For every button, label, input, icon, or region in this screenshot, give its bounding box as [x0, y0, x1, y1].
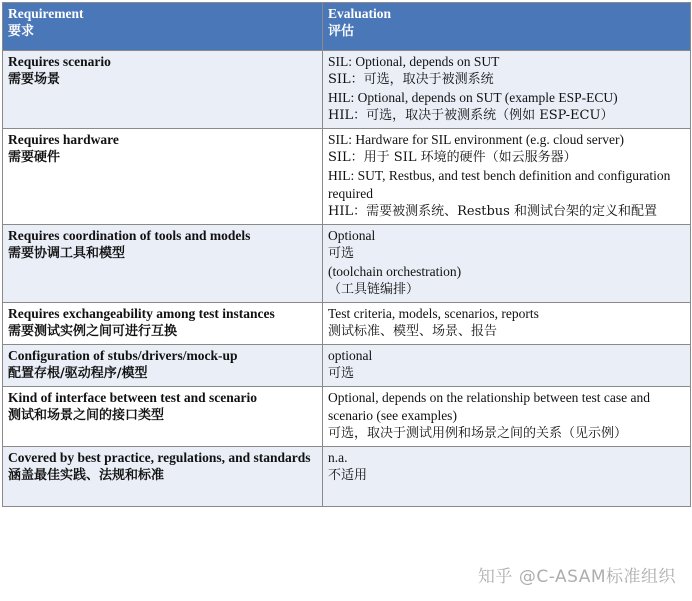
table-row: [3, 345, 691, 387]
requirement-en: Requires coordination of tools and models: [8, 228, 251, 243]
table-row: [3, 225, 691, 303]
requirement-cell: [3, 303, 323, 345]
requirement-cell: [3, 345, 323, 387]
table-row: [3, 129, 691, 225]
evaluation-line: SIL：用于 SIL 环境的硬件（如云服务器）: [328, 150, 577, 165]
evaluation-line: （工具链编排）: [328, 282, 420, 297]
evaluation-line: Test criteria, models, scenarios, reports: [328, 306, 539, 321]
header-evaluation-zh: 评估: [328, 24, 355, 39]
requirement-en: Requires exchangeability among test instances: [8, 306, 275, 321]
requirement-zh: 需要测试实例之间可进行互换: [8, 324, 178, 339]
evaluation-line: 测试标准、模型、场景、报告: [328, 324, 498, 339]
header-requirement-zh: 要求: [8, 24, 35, 39]
requirement-zh: 测试和场景之间的接口类型: [8, 408, 165, 423]
requirement-en: Requires hardware: [8, 132, 119, 147]
evaluation-cell: [323, 387, 691, 447]
requirements-table: [2, 2, 691, 507]
requirement-zh: 需要协调工具和模型: [8, 246, 126, 261]
table-header-row: [3, 3, 691, 51]
evaluation-line: n.a.: [328, 450, 348, 465]
evaluation-cell: [323, 51, 691, 129]
requirement-zh: 需要场景: [8, 72, 61, 87]
table-row: [3, 303, 691, 345]
requirement-cell: [3, 51, 323, 129]
requirement-cell: [3, 387, 323, 447]
evaluation-cell: [323, 225, 691, 303]
watermark: 知乎 @C-ASAM标准组织: [477, 567, 676, 587]
header-evaluation-en: Evaluation: [328, 6, 392, 21]
evaluation-line: 可选: [328, 366, 355, 381]
requirement-en: Covered by best practice, regulations, and standards: [8, 450, 311, 465]
evaluation-line: HIL：需要被测系统、Restbus 和测试台架的定义和配置: [328, 204, 657, 219]
table-row: [3, 447, 691, 507]
requirement-en: Requires scenario: [8, 54, 111, 69]
evaluation-line: Optional: [328, 228, 376, 243]
evaluation-line: 可选: [328, 246, 355, 261]
evaluation-line: Optional, depends on the relationship between test case and scenario (see examples): [328, 390, 651, 423]
requirement-cell: [3, 225, 323, 303]
header-requirement: [3, 3, 323, 51]
requirement-cell: [3, 447, 323, 507]
evaluation-line: SIL: Optional, depends on SUT: [328, 54, 500, 69]
evaluation-line: 可选，取决于测试用例和场景之间的关系（见示例）: [328, 426, 628, 441]
table-row: [3, 387, 691, 447]
evaluation-line: (toolchain orchestration): [328, 264, 462, 279]
requirement-zh: 配置存根/驱动程序/模型: [8, 366, 148, 381]
evaluation-line: optional: [328, 348, 373, 363]
header-evaluation: [323, 3, 691, 51]
evaluation-cell: [323, 303, 691, 345]
evaluation-cell: [323, 129, 691, 225]
requirement-en: Kind of interface between test and scenario: [8, 390, 257, 405]
requirement-zh: 涵盖最佳实践、法规和标准: [8, 468, 165, 483]
requirement-cell: [3, 129, 323, 225]
evaluation-line: SIL: Hardware for SIL environment (e.g. cloud server): [328, 132, 625, 147]
requirement-en: Configuration of stubs/drivers/mock-up: [8, 348, 238, 363]
requirement-zh: 需要硬件: [8, 150, 61, 165]
evaluation-line: SIL：可选，取决于被测系统: [328, 72, 494, 87]
table-row: [3, 51, 691, 129]
evaluation-line: HIL: Optional, depends on SUT (example ESP-ECU): [328, 90, 618, 105]
evaluation-line: HIL：可选，取决于被测系统（例如 ESP-ECU）: [328, 108, 614, 123]
header-requirement-en: Requirement: [8, 6, 84, 21]
evaluation-cell: [323, 447, 691, 507]
evaluation-cell: [323, 345, 691, 387]
evaluation-line: 不适用: [328, 468, 368, 483]
evaluation-line: HIL: SUT, Restbus, and test bench definition and configuration required: [328, 168, 671, 201]
